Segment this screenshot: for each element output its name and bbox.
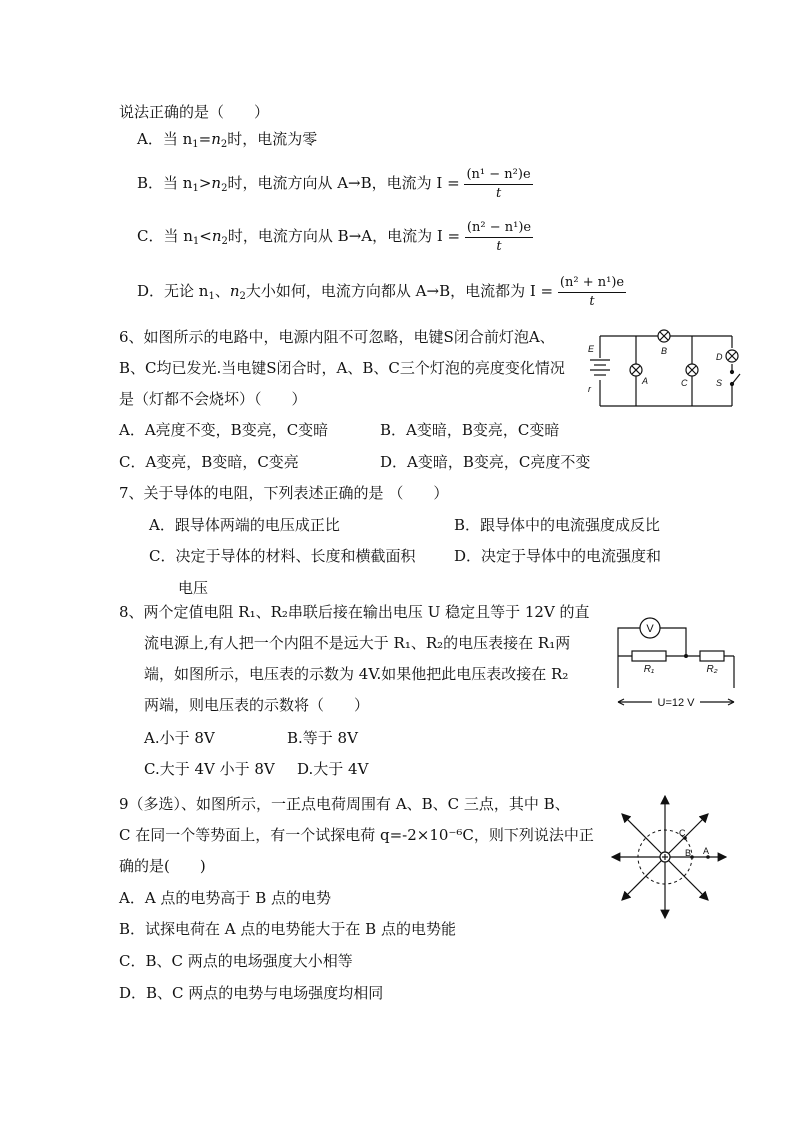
q8-option-c: C.大于 4V 小于 8V (144, 760, 275, 778)
q5-stem-end: 说法正确的是（ ） (119, 103, 270, 121)
q8-stem-line1: 8、两个定值电阻 R₁、R₂串联后接在输出电压 U 稳定且等于 12V 的直 (119, 603, 590, 621)
q5-d-fraction: $\frac{\text{(n² + n¹)e}}{t}$ (559, 274, 625, 309)
q8-stem-line2: 流电源上,有人把一个内阻不是远大于 R₁、R₂的电压表接在 R₁两 (144, 634, 571, 652)
q7-option-a: A．跟导体两端的电压成正比 (149, 516, 340, 534)
q9-option-c: C．B、C 两点的电场强度大小相等 (119, 952, 353, 970)
label-d: D (716, 352, 723, 362)
q8-circuit-figure (612, 614, 742, 714)
q7-stem: 7、关于导体的电阻，下列表述正确的是 （ ） (119, 484, 449, 502)
q8-stem-line4: 两端，则电压表的示数将（ ） (144, 696, 370, 714)
q6-stem-line2: B、C均已发光.当电键S闭合时，A、B、C三个灯泡的亮度变化情况 (119, 359, 565, 377)
q8-option-a: A.小于 8V (144, 729, 215, 747)
q6-option-b: B．A变暗，B变亮，C变暗 (380, 421, 560, 439)
q8-stem-line3: 端，如图所示，电压表的示数为 4V.如果他把此电压表改接在 R₂ (144, 665, 569, 683)
q9-option-a: A．A 点的电势高于 B 点的电势 (119, 889, 331, 907)
point-b-label: B (685, 848, 692, 858)
q8-option-d: D.大于 4V (297, 760, 369, 778)
label-r: r (588, 384, 591, 394)
q5-c-fraction: $\frac{\text{(n² − n¹)e}}{t}$ (466, 219, 532, 254)
q5-option-d: D．无论 $n_1$、$n_2$大小如何，电流方向都从 A→B，电流都为 I = $\frac{\text{(n² + n¹)e}}{t}$ (137, 274, 625, 309)
q5-option-b: B．当 $n_1>n_2$时，电流方向从 A→B，电流为 I = $\frac{\text{(n¹ − n²)e}}{t}$ (137, 166, 531, 201)
q9-stem-line2: C 在同一个等势面上，有一个试探电荷 q=-2×10⁻⁶C，则下列说法中正 (119, 826, 594, 844)
r2-label: R₂ (706, 664, 718, 675)
q7-option-d: D．决定于导体中的电流强度和 (454, 547, 662, 565)
q5-b-fraction: $\frac{\text{(n¹ − n²)e}}{t}$ (466, 166, 531, 201)
label-s: S (716, 378, 723, 388)
q9-option-b: B．试探电荷在 A 点的电势能大于在 B 点的电势能 (119, 920, 456, 938)
q5-option-a: A．当 $n_1=n_2$时，电流为零 (137, 130, 318, 150)
q6-option-a: A．A亮度不变，B变亮，C变暗 (119, 421, 329, 439)
q7-option-c: C．决定于导体的材料、长度和横截面积 (149, 547, 416, 565)
label-e: E (588, 344, 595, 354)
point-c-label: C (679, 828, 686, 838)
q9-field-figure (608, 792, 732, 924)
q6-option-c: C．A变亮，B变暗，C变亮 (119, 453, 299, 471)
r1-label: R₁ (643, 664, 655, 675)
u-label: U=12 V (657, 697, 695, 709)
q9-stem-line3: 确的是( ) (119, 857, 206, 875)
q6-option-d: D．A变暗，B变亮，C亮度不变 (380, 453, 591, 471)
label-c: C (681, 378, 688, 388)
q7-option-d-cont: 电压 (178, 579, 209, 597)
q7-option-b: B．跟导体中的电流强度成反比 (454, 516, 661, 534)
q9-option-d: D．B、C 两点的电势与电场强度均相同 (119, 984, 384, 1002)
q6-stem-line3: 是（灯都不会烧坏）（ ） (119, 390, 307, 408)
label-a: A (642, 376, 649, 386)
q8-option-b: B.等于 8V (287, 729, 358, 747)
voltmeter-label: V (646, 623, 654, 635)
q6-stem-line1: 6、如图所示的电路中，电源内阻不可忽略，电键S闭合前灯泡A、 (119, 328, 555, 346)
q6-circuit-figure (582, 328, 744, 412)
q9-stem-line1: 9（多选）、如图所示，一正点电荷周围有 A、B、C 三点，其中 B、 (119, 795, 570, 813)
point-a-label: A (703, 846, 710, 856)
q5-option-c: C．当 $n_1<n_2$时，电流方向从 B→A，电流为 I = $\frac{\text{(n² − n¹)e}}{t}$ (137, 219, 532, 254)
label-b: B (661, 346, 668, 356)
